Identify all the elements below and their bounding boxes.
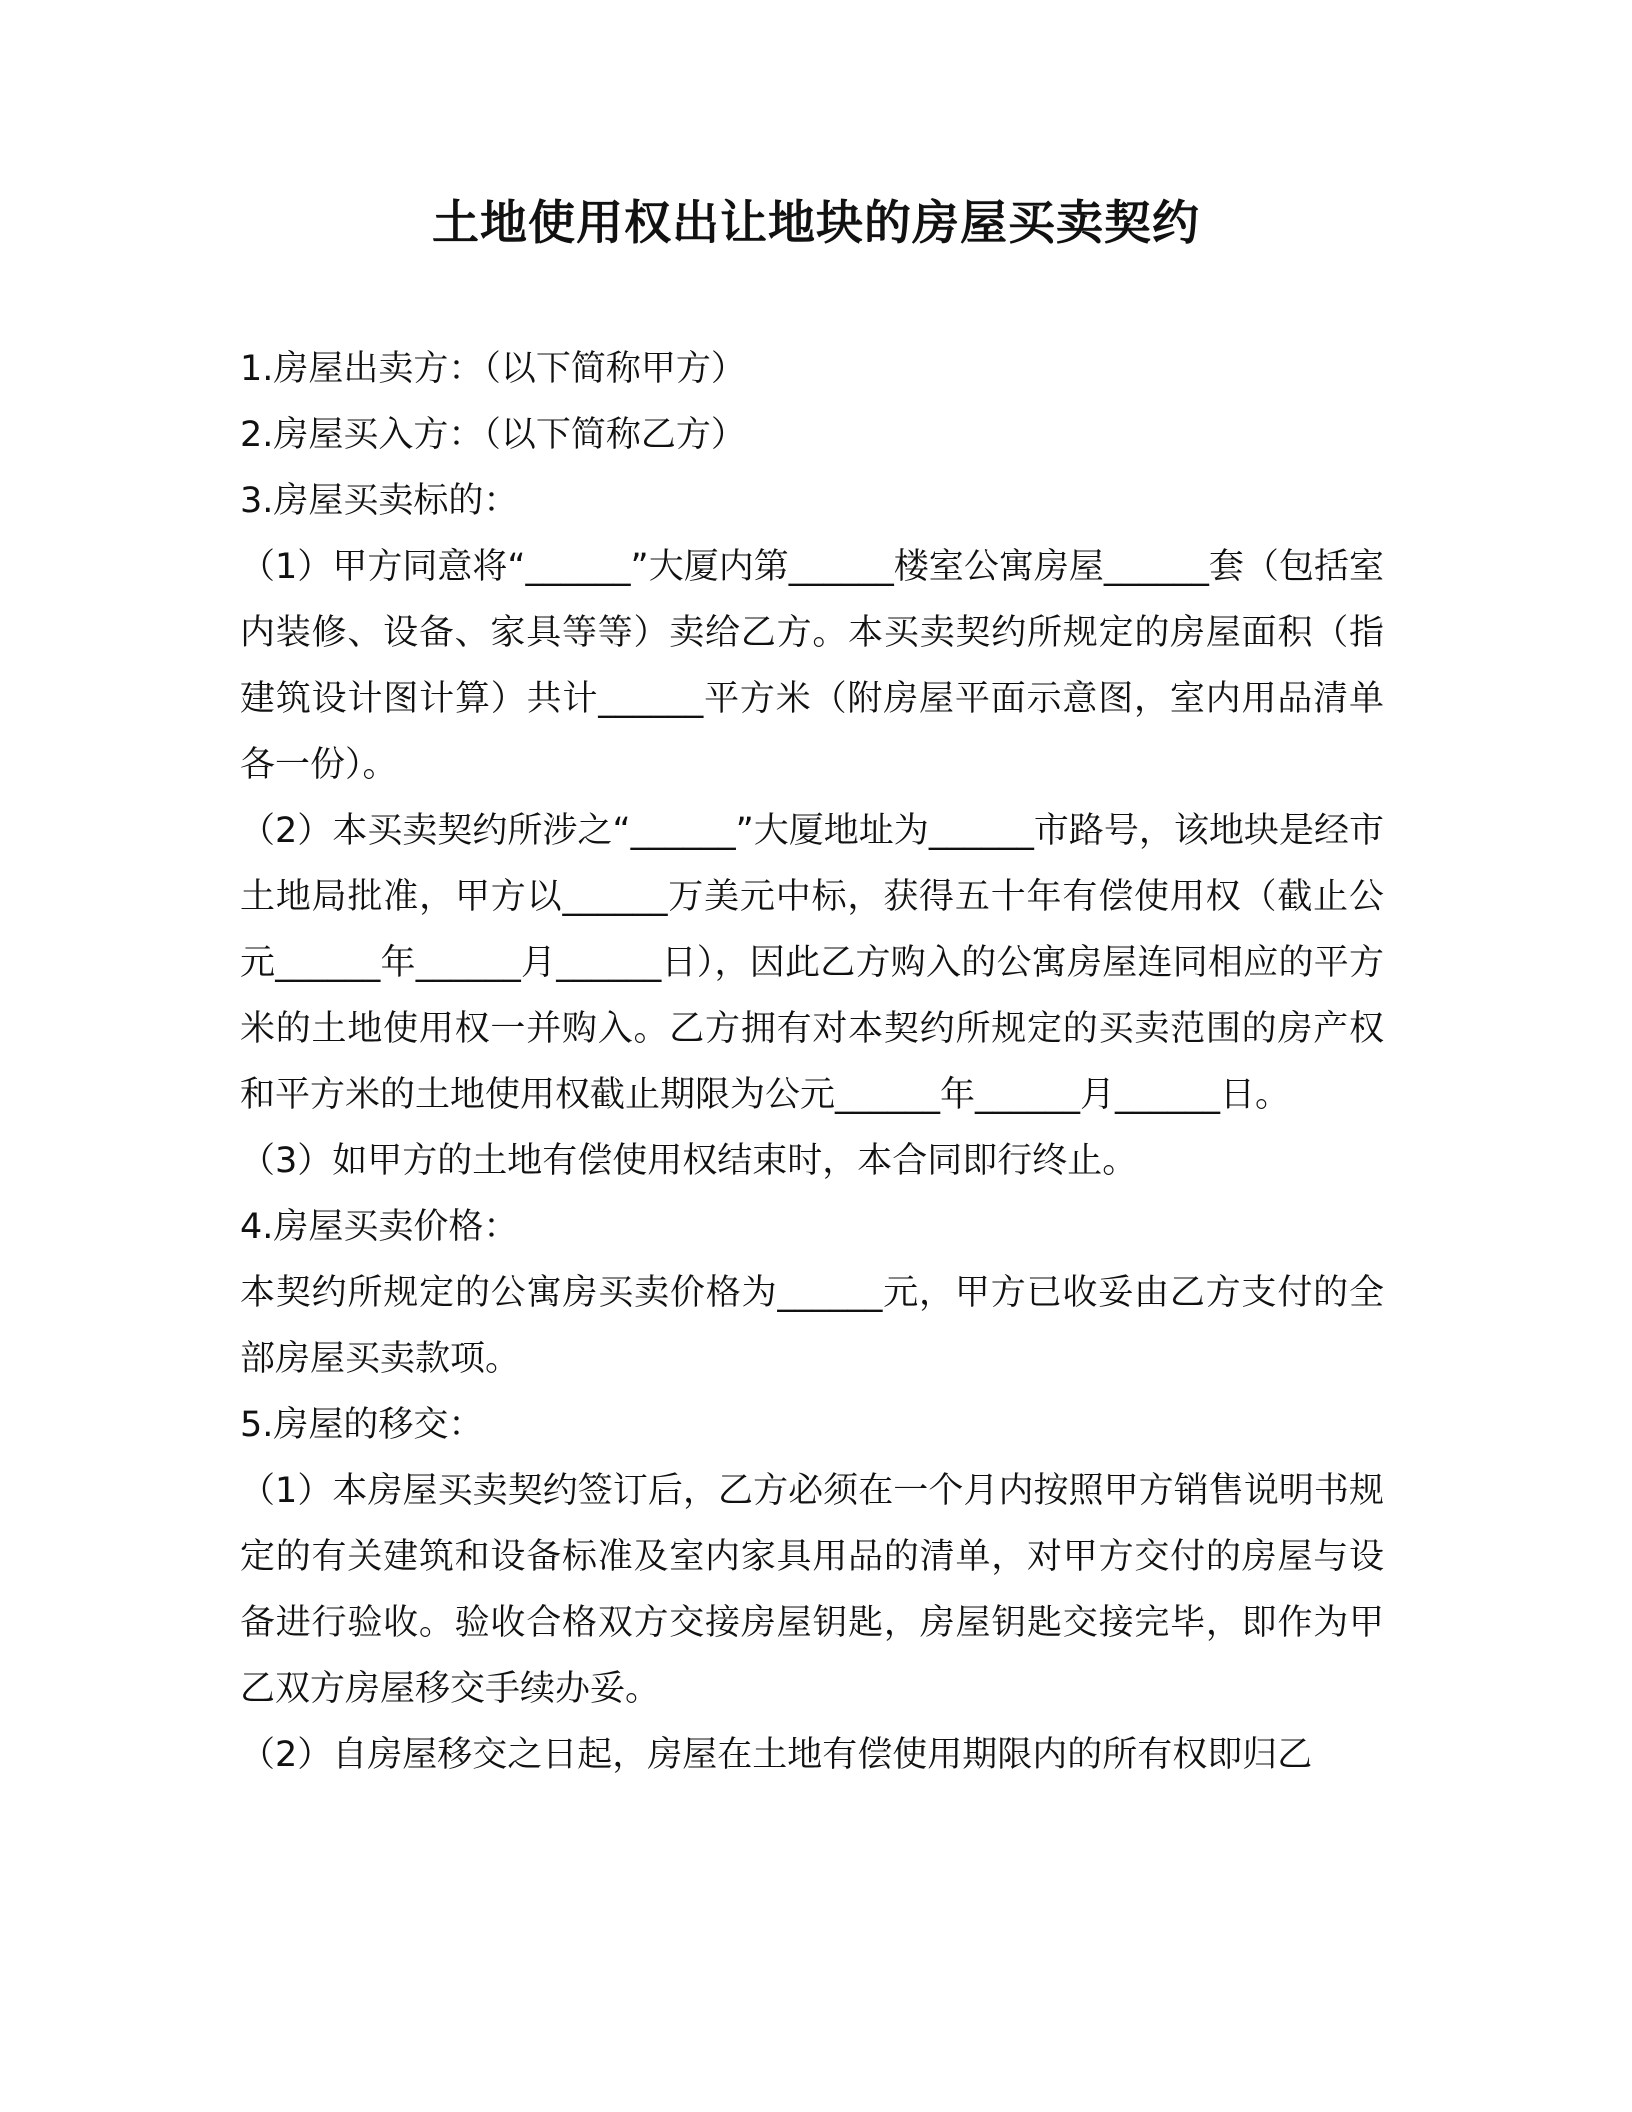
clause-seller: 1.房屋出卖方：（以下简称甲方） [240, 349, 746, 389]
clause-handover-item-2: （2）自房屋移交之日起，房屋在土地有偿使用期限内的所有权即归乙 [240, 1735, 1313, 1775]
clause-price-heading: 4.房屋买卖价格： [240, 1207, 519, 1247]
clause-handover-heading: 5.房屋的移交： [240, 1405, 484, 1445]
clause-subject-item-3: （3）如甲方的土地有偿使用权结束时，本合同即行终止。 [240, 1141, 1138, 1181]
clause-buyer: 2.房屋买入方：（以下简称乙方） [240, 415, 746, 455]
document-body [240, 336, 1384, 1788]
clause-price-text: 本契约所规定的公寓房买卖价格为______元，甲方已收妥由乙方支付的全部房屋买卖款项。 [240, 1273, 1384, 1379]
document-title: 土地使用权出让地块的房屋买卖契约 [432, 196, 1200, 251]
clause-handover-item-1: （1）本房屋买卖契约签订后，乙方必须在一个月内按照甲方销售说明书规定的有关建筑和设备标准及室内家具用品的清单，对甲方交付的房屋与设备进行验收。验收合格双方交接房屋钥匙，房屋钥匙交接完毕，即作为甲乙双方房屋移交手续办妥。 [240, 1471, 1384, 1709]
clause-subject-item-1: （1）甲方同意将“______”大厦内第______楼室公寓房屋______套（包括室内装修、设备、家具等等）卖给乙方。本买卖契约所规定的房屋面积（指建筑设计图计算）共计______平方米（附房屋平面示意图，室内用品清单各一份）。 [240, 547, 1384, 785]
clause-subject-heading: 3.房屋买卖标的： [240, 481, 519, 521]
clause-subject-item-2: （2）本买卖契约所涉之“______”大厦地址为______市路号，该地块是经市土地局批准，甲方以______万美元中标，获得五十年有偿使用权（截止公元______年______月______日），因此乙方购入的公寓房屋连同相应的平方米的土地使用权一并购入。乙方拥有对本契约所规定的买卖范围的房产权和平方米的土地使用权截止期限为公元______年______月______日。 [240, 811, 1384, 1115]
